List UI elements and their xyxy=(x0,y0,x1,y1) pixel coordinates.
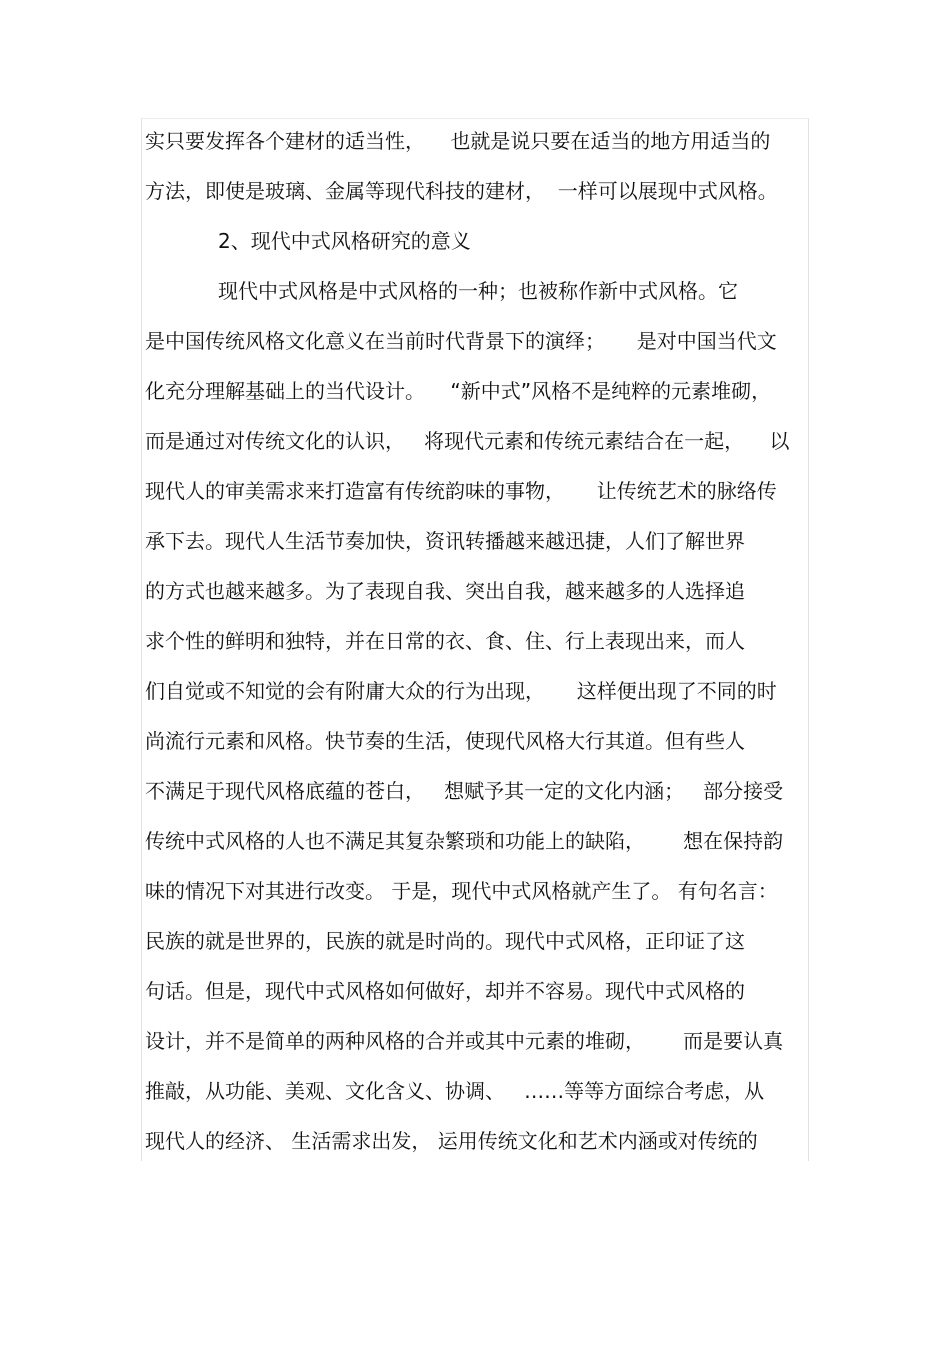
text-line: 承下去。现代人生活节奏加快，资讯转播越来越迅捷，人们了解世界 xyxy=(145,529,745,553)
text-line: 民族的就是世界的，民族的就是时尚的。现代中式风格，正印证了这 xyxy=(145,929,745,953)
text-line: 求个性的鲜明和独特，并在日常的衣、食、住、行上表现出来，而人 xyxy=(145,629,745,653)
text-line: 味的情况下对其进行改变。 于是，现代中式风格就产生了。 有句名言： xyxy=(145,879,778,903)
text-line: 推敲，从功能、美观、文化含义、协调、 ……等等方面综合考虑，从 xyxy=(145,1079,765,1103)
text-line: 的方式也越来越多。为了表现自我、突出自我，越来越多的人选择追 xyxy=(145,579,745,603)
text-line: 现代人的审美需求来打造富有传统韵味的事物， 让传统艺术的脉络传 xyxy=(145,479,777,503)
text-line: 尚流行元素和风格。快节奏的生活，使现代风格大行其道。但有些人 xyxy=(145,729,745,753)
text-line: 现代人的经济、 生活需求出发， 运用传统文化和艺术内涵或对传统的 xyxy=(145,1129,758,1153)
text-line: 而是通过对传统文化的认识， 将现代元素和传统元素结合在一起， 以 xyxy=(145,429,790,453)
text-line: 实只要发挥各个建材的适当性， 也就是说只要在适当的地方用适当的 xyxy=(145,129,771,153)
text-line: 现代中式风格是中式风格的一种；也被称作新中式风格。它 xyxy=(218,279,738,303)
section-heading: 2、现代中式风格研究的意义 xyxy=(218,229,471,253)
text-line: 们自觉或不知觉的会有附庸大众的行为出现， 这样便出现了不同的时 xyxy=(145,679,777,703)
text-line: 不满足于现代风格底蕴的苍白， 想赋予其一定的文化内涵； 部分接受 xyxy=(145,779,784,803)
text-line: 句话。但是，现代中式风格如何做好，却并不容易。现代中式风格的 xyxy=(145,979,745,1003)
text-line: 设计，并不是简单的两种风格的合并或其中元素的堆砌， 而是要认真 xyxy=(145,1029,784,1053)
text-line: 化充分理解基础上的当代设计。 “新中式”风格不是纯粹的元素堆砌， xyxy=(145,379,772,403)
text-line: 方法，即使是玻璃、金属等现代科技的建材， 一样可以展现中式风格。 xyxy=(145,179,778,203)
text-line: 传统中式风格的人也不满足其复杂繁琐和功能上的缺陷， 想在保持韵 xyxy=(145,829,784,853)
text-line: 是中国传统风格文化意义在当前时代背景下的演绎； 是对中国当代文 xyxy=(145,329,777,353)
